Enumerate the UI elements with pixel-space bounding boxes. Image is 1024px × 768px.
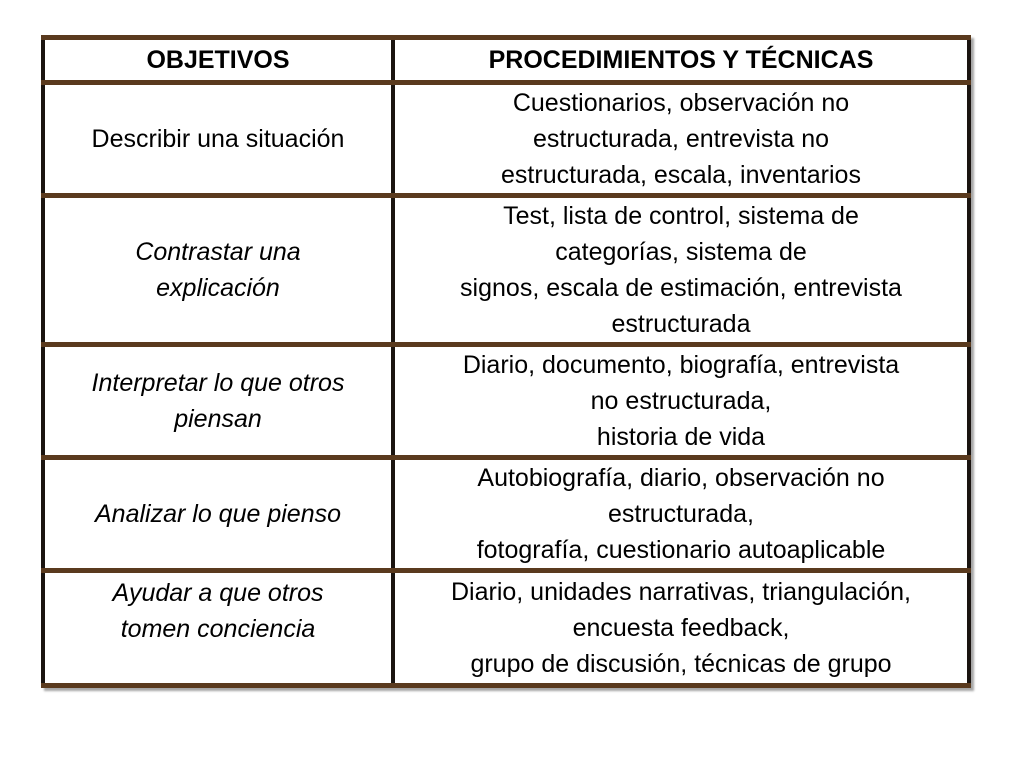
table-row	[43, 345, 969, 458]
procedures-text: signos, escala de estimación, entrevista	[460, 274, 902, 302]
table-row	[43, 458, 969, 571]
procedures-text: Test, lista de control, sistema de	[503, 202, 859, 230]
procedures-text: estructurada, entrevista no	[533, 125, 829, 153]
objective-text: Analizar lo que pienso	[95, 500, 341, 528]
objective-cell	[43, 571, 393, 686]
table-row	[43, 196, 969, 345]
objective-cell	[43, 83, 393, 196]
procedures-text: estructurada	[611, 310, 751, 338]
procedures-text: categorías, sistema de	[555, 238, 807, 266]
procedures-text: grupo de discusión, técnicas de grupo	[470, 650, 892, 678]
procedures-text: historia de vida	[596, 423, 766, 451]
table-row	[43, 83, 969, 196]
procedures-text: estructurada,	[608, 500, 754, 528]
objective-text: piensan	[174, 405, 262, 433]
procedures-text: Diario, documento, biografía, entrevista	[462, 351, 900, 379]
objectives-table	[41, 35, 971, 688]
procedures-text: no estructurada,	[590, 387, 772, 415]
objective-text: tomen conciencia	[120, 615, 316, 643]
procedures-text: Cuestionarios, observación no	[512, 89, 850, 117]
procedures-text: estructurada, escala, inventarios	[501, 161, 861, 189]
procedures-cell	[393, 83, 969, 196]
objective-cell	[43, 345, 393, 458]
objective-text: Describir una situación	[91, 125, 345, 153]
procedures-cell	[393, 571, 969, 686]
objective-text: Contrastar una	[135, 238, 301, 266]
procedures-cell	[393, 196, 969, 345]
objective-text: Interpretar lo que otros	[91, 369, 345, 397]
objective-cell	[43, 196, 393, 345]
header-procedimientos: PROCEDIMIENTOS Y TÉCNICAS	[393, 38, 969, 83]
procedures-text: Autobiografía, diario, observación no	[477, 464, 885, 492]
procedures-cell	[393, 458, 969, 571]
procedures-text: fotografía, cuestionario autoaplicable	[476, 536, 886, 564]
objective-text: Ayudar a que otros	[112, 579, 324, 607]
objective-cell	[43, 458, 393, 571]
procedures-cell	[393, 345, 969, 458]
procedures-text: Diario, unidades narrativas, triangulación,	[451, 578, 911, 606]
objective-text: explicación	[156, 274, 280, 302]
procedures-text: encuesta feedback,	[572, 614, 790, 642]
table-header-row	[43, 38, 969, 83]
table-row	[43, 571, 969, 686]
header-objetivos: OBJETIVOS	[43, 38, 393, 83]
